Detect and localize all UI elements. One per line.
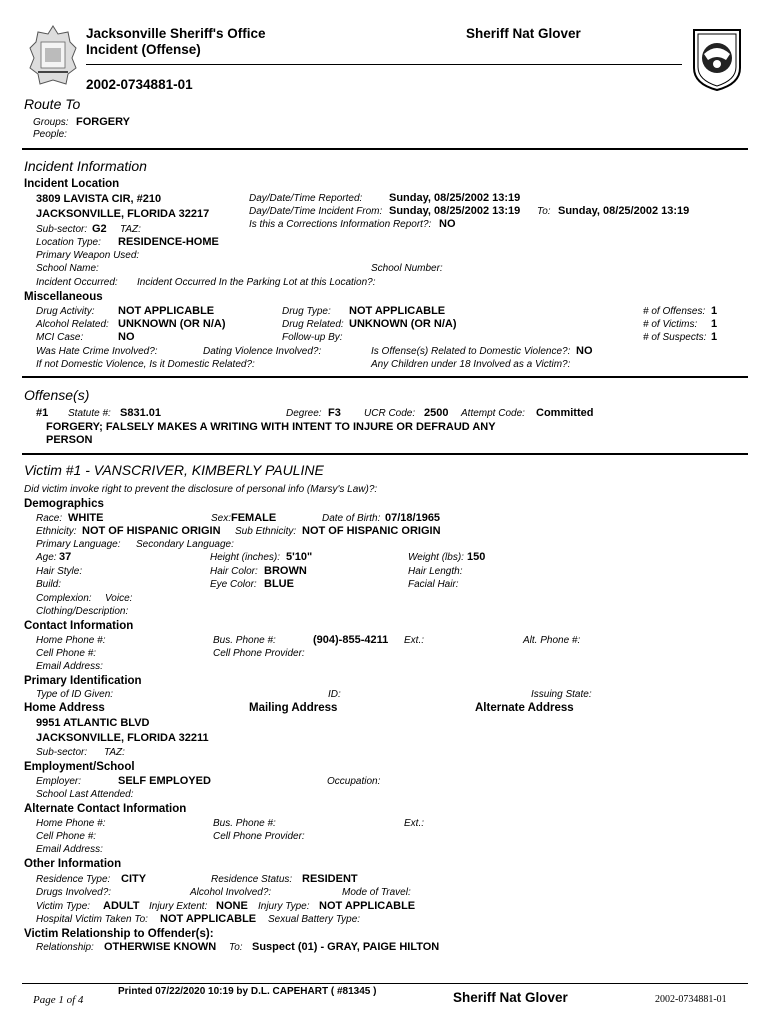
ucr-code-value: 2500 <box>424 407 449 419</box>
home-address-title: Home Address <box>24 702 105 714</box>
eye-color-value: BLUE <box>264 578 294 590</box>
domestic-related-label: If not Domestic Violence, Is it Domestic Related?: <box>36 359 255 370</box>
clothing-label: Clothing/Description: <box>36 606 129 617</box>
degree-label: Degree: <box>286 408 322 419</box>
relationship-value: OTHERWISE KNOWN <box>104 941 217 953</box>
employer-label: Employer: <box>36 776 82 787</box>
occupation-label: Occupation: <box>327 776 381 787</box>
incident-from-value: Sunday, 08/25/2002 13:19 <box>389 205 521 217</box>
dob-value: 07/18/1965 <box>385 512 441 524</box>
ext-label: Ext.: <box>404 635 425 646</box>
voice-label: Voice: <box>105 593 133 604</box>
weight-label: Weight (lbs): <box>408 552 464 563</box>
relationship-title: Victim Relationship to Offender(s): <box>24 928 214 940</box>
offenses-count-label: # of Offenses: <box>643 306 706 317</box>
contact-info-title: Contact Information <box>24 620 134 632</box>
age-value: 37 <box>59 551 72 563</box>
alt-home-phone-label: Home Phone #: <box>36 818 106 829</box>
home-subsector-label: Sub-sector: <box>36 747 88 758</box>
school-number-label: School Number: <box>371 263 443 274</box>
alternate-address-title: Alternate Address <box>475 702 574 714</box>
sheriff-seal-logo <box>690 24 744 92</box>
injury-extent-label: Injury Extent: <box>149 901 208 912</box>
mci-case-label: MCI Case: <box>36 332 84 343</box>
age-label: Age: <box>36 552 57 563</box>
sex-value: FEMALE <box>231 512 277 524</box>
residence-type-value: CITY <box>121 873 147 885</box>
drug-activity-label: Drug Activity: <box>36 306 95 317</box>
corrections-label: Is this a Corrections Information Report?: <box>249 219 432 230</box>
injury-extent-value: NONE <box>216 900 248 912</box>
injury-type-label: Injury Type: <box>258 901 310 912</box>
drug-type-value: NOT APPLICABLE <box>349 305 446 317</box>
corrections-value: NO <box>439 218 456 230</box>
drug-activity-value: NOT APPLICABLE <box>118 305 215 317</box>
degree-value: F3 <box>328 407 341 419</box>
incident-address-line1: 3809 LAVISTA CIR, #210 <box>36 193 162 205</box>
relationship-label: Relationship: <box>36 942 94 953</box>
facial-hair-label: Facial Hair: <box>408 579 459 590</box>
cell-phone-label: Cell Phone #: <box>36 648 97 659</box>
primary-language-label: Primary Language: <box>36 539 121 550</box>
victim-title: Victim #1 - VANSCRIVER, KIMBERLY PAULINE <box>24 462 324 478</box>
taz-label: TAZ: <box>120 224 141 235</box>
footer-divider <box>22 983 748 984</box>
hair-color-value: BROWN <box>264 565 307 577</box>
sheriff-name: Sheriff Nat Glover <box>466 26 581 41</box>
hate-crime-label: Was Hate Crime Involved?: <box>36 346 158 357</box>
alt-ext-label: Ext.: <box>404 818 425 829</box>
incident-info-title: Incident Information <box>24 158 147 174</box>
reported-value: Sunday, 08/25/2002 13:19 <box>389 192 521 204</box>
reported-label: Day/Date/Time Reported: <box>249 193 363 204</box>
mode-of-travel-label: Mode of Travel: <box>342 887 411 898</box>
drug-related-value: UNKNOWN (OR N/A) <box>349 318 457 330</box>
ethnicity-label: Ethnicity: <box>36 526 77 537</box>
dob-label: Date of Birth: <box>322 513 381 524</box>
misc-title: Miscellaneous <box>24 291 103 303</box>
eye-color-label: Eye Color: <box>210 579 257 590</box>
alt-bus-phone-label: Bus. Phone #: <box>213 818 276 829</box>
primary-weapon-label: Primary Weapon Used: <box>36 250 140 261</box>
school-name-label: School Name: <box>36 263 99 274</box>
incident-from-label: Day/Date/Time Incident From: <box>249 206 383 217</box>
residence-status-value: RESIDENT <box>302 873 358 885</box>
subsector-label: Sub-sector: <box>36 224 88 235</box>
location-type-label: Location Type: <box>36 237 101 248</box>
drug-related-label: Drug Related: <box>282 319 344 330</box>
people-label: People: <box>33 129 67 140</box>
incident-occurred-label: Incident Occurred: <box>36 277 118 288</box>
suspects-count-label: # of Suspects: <box>643 332 707 343</box>
parking-lot-label: Incident Occurred In the Parking Lot at this Location?: <box>137 277 376 288</box>
issuing-state-label: Issuing State: <box>531 689 592 700</box>
section-rule <box>22 453 748 455</box>
alt-contact-title: Alternate Contact Information <box>24 803 187 815</box>
groups-label: Groups: <box>33 117 69 128</box>
mailing-address-title: Mailing Address <box>249 702 338 714</box>
offense-description: FORGERY; FALSELY MAKES A WRITING WITH INTENT TO INJURE OR DEFRAUD ANY <box>46 421 496 433</box>
offense-number: #1 <box>36 407 49 419</box>
report-type: Incident (Offense) <box>86 42 201 57</box>
domestic-violence-value: NO <box>576 345 593 357</box>
complexion-label: Complexion: <box>36 593 92 604</box>
groups-value: FORGERY <box>76 116 130 128</box>
secondary-language-label: Secondary Language: <box>136 539 234 550</box>
attempt-code-value: Committed <box>536 407 594 419</box>
statute-label: Statute #: <box>68 408 111 419</box>
height-label: Height (inches): <box>210 552 281 563</box>
id-type-label: Type of ID Given: <box>36 689 114 700</box>
demographics-title: Demographics <box>24 498 104 510</box>
statute-value: S831.01 <box>120 407 161 419</box>
offenses-title: Offense(s) <box>24 387 90 403</box>
victim-type-value: ADULT <box>103 900 140 912</box>
printed-by: Printed 07/22/2020 10:19 by D.L. CAPEHART ( #81345 ) <box>118 986 377 997</box>
offenses-count-value: 1 <box>711 305 718 317</box>
header-divider <box>86 64 682 65</box>
employer-value: SELF EMPLOYED <box>118 775 211 787</box>
alt-cell-provider-label: Cell Phone Provider: <box>213 831 305 842</box>
sub-ethnicity-value: NOT OF HISPANIC ORIGIN <box>302 525 441 537</box>
bus-phone-value: (904)-855-4211 <box>313 634 389 646</box>
alt-phone-label: Alt. Phone #: <box>523 635 581 646</box>
id-label: ID: <box>328 689 341 700</box>
race-value: WHITE <box>68 512 104 524</box>
school-attended-label: School Last Attended: <box>36 789 134 800</box>
marsys-law-label: Did victim invoke right to prevent the disclosure of personal info (Marsy's Law)?: <box>24 484 378 495</box>
agency-name: Jacksonville Sheriff's Office <box>86 26 266 41</box>
alcohol-related-value: UNKNOWN (OR N/A) <box>118 318 226 330</box>
ethnicity-value: NOT OF HISPANIC ORIGIN <box>82 525 221 537</box>
weight-value: 150 <box>467 551 486 563</box>
victims-count-label: # of Victims: <box>643 319 698 330</box>
residence-status-label: Residence Status: <box>211 874 293 885</box>
alt-cell-label: Cell Phone #: <box>36 831 97 842</box>
home-address-line1: 9951 ATLANTIC BLVD <box>36 717 150 729</box>
hair-style-label: Hair Style: <box>36 566 83 577</box>
suspects-count-value: 1 <box>711 331 718 343</box>
alcohol-involved-label: Alcohol Involved?: <box>190 887 272 898</box>
drug-type-label: Drug Type: <box>282 306 331 317</box>
hair-color-label: Hair Color: <box>210 566 258 577</box>
section-rule <box>22 376 748 378</box>
followup-label: Follow-up By: <box>282 332 343 343</box>
home-phone-label: Home Phone #: <box>36 635 106 646</box>
incident-address-line2: JACKSONVILLE, FLORIDA 32217 <box>36 208 210 220</box>
offense-description-cont: PERSON <box>46 434 93 446</box>
injury-type-value: NOT APPLICABLE <box>319 900 416 912</box>
sex-label: Sex: <box>211 513 232 524</box>
alcohol-related-label: Alcohol Related: <box>36 319 109 330</box>
footer-sheriff-name: Sheriff Nat Glover <box>453 990 568 1005</box>
domestic-violence-label: Is Offense(s) Related to Domestic Violence?: <box>371 346 571 357</box>
dating-violence-label: Dating Violence Involved?: <box>203 346 322 357</box>
location-type-value: RESIDENCE-HOME <box>118 236 219 248</box>
incident-location-title: Incident Location <box>24 178 120 190</box>
employment-title: Employment/School <box>24 761 135 773</box>
relationship-to-label: To: <box>229 942 243 953</box>
relationship-to-value: Suspect (01) - GRAY, PAIGE HILTON <box>252 941 440 953</box>
sub-ethnicity-label: Sub Ethnicity: <box>235 526 297 537</box>
attempt-code-label: Attempt Code: <box>461 408 525 419</box>
bus-phone-label: Bus. Phone #: <box>213 635 276 646</box>
mci-case-value: NO <box>118 331 135 343</box>
footer-case-number: 2002-0734881-01 <box>655 994 727 1005</box>
alt-email-label: Email Address: <box>36 844 103 855</box>
sexual-battery-label: Sexual Battery Type: <box>268 914 361 925</box>
email-label: Email Address: <box>36 661 103 672</box>
victims-count-value: 1 <box>711 318 718 330</box>
victim-type-label: Victim Type: <box>36 901 91 912</box>
case-number: 2002-0734881-01 <box>86 77 193 92</box>
route-to-title: Route To <box>24 96 81 112</box>
race-label: Race: <box>36 513 63 524</box>
build-label: Build: <box>36 579 62 590</box>
incident-to-label: To: <box>537 206 551 217</box>
children-involved-label: Any Children under 18 Involved as a Victim?: <box>371 359 571 370</box>
agency-logo <box>28 24 78 90</box>
hair-length-label: Hair Length: <box>408 566 463 577</box>
home-address-line2: JACKSONVILLE, FLORIDA 32211 <box>36 732 209 744</box>
subsector-value: G2 <box>92 223 107 235</box>
residence-type-label: Residence Type: <box>36 874 111 885</box>
height-value: 5'10" <box>286 551 313 563</box>
hospital-value: NOT APPLICABLE <box>160 913 257 925</box>
page-number: Page 1 of 4 <box>33 994 84 1006</box>
hospital-label: Hospital Victim Taken To: <box>36 914 148 925</box>
primary-id-title: Primary Identification <box>24 675 142 687</box>
other-info-title: Other Information <box>24 858 122 870</box>
ucr-code-label: UCR Code: <box>364 408 416 419</box>
drugs-involved-label: Drugs Involved?: <box>36 887 112 898</box>
cell-provider-label: Cell Phone Provider: <box>213 648 305 659</box>
incident-to-value: Sunday, 08/25/2002 13:19 <box>558 205 690 217</box>
section-rule <box>22 148 748 150</box>
home-taz-label: TAZ: <box>104 747 125 758</box>
